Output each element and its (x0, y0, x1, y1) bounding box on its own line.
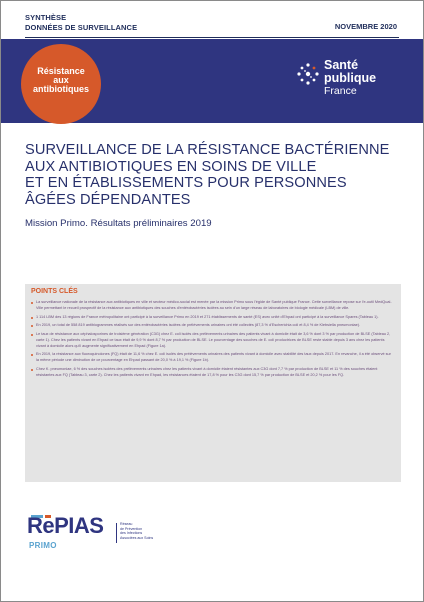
key-point-item: Chez K. pneumoniae, 6 % des souches isolées des prélèvements urinaires chez les patients vivant à domicile étaient résistantes aux C3G dont 7,7 % par production de BLSE et 11 % des souches étaient résistantes aux FQ (Tableau 3, carte 2). Chez les patients vivant en Ehpad, les résistances étaient de 17,8 % pour les C3G dont 15,7 % par production de BLSE et 20,2 % pour les FQ. (31, 367, 393, 379)
document-type-label (25, 13, 137, 33)
header-divider (25, 37, 399, 38)
document-type-line2: DONNÉES DE SURVEILLANCE (25, 23, 138, 32)
key-point-item: 1 114 LBM des 13 régions de France métropolitaine ont participé à la surveillance Primo en 2019 et 271 établissements de santé (ES) avec unité d'Ehpad ont participé à la surveillance Spares (Tableau 1). (31, 315, 393, 321)
key-points-list (31, 300, 393, 381)
document-type-line1: SYNTHÈSE (25, 13, 67, 22)
key-point-item: En 2019, la résistance aux fluoroquinolones (FQ) était de 11,6 % chez E. coli isolés des prélèvements urinaires des patients vivant à domicile avec stabilité des taux depuis 2017. En revanche, il a été observé sur la même période une diminution de ce pourcentage en Ehpad passant de 20,0 % à 19,1 % (Figure 1b). (31, 352, 393, 364)
repias-desc-line4: Associées aux Soins (120, 535, 154, 540)
title-line3: ET EN ÉTABLISSEMENTS POUR PERSONNES (25, 175, 347, 191)
document-subtitle: Mission Primo. Résultats préliminaires 2019 (25, 218, 212, 229)
title-line4: ÂGÉES DÉPENDANTES (25, 191, 191, 208)
repias-wordmark: RePIAS (27, 513, 104, 538)
repias-description (120, 522, 180, 540)
publication-date: NOVEMBRE 2020 (334, 22, 397, 31)
key-point-item: La surveillance nationale de la résistance aux antibiotiques en ville et secteur médico-social est menée par la mission Primo sous l'égide de Santé publique France. Cette surveillance repose sur l'e-outil MedQual-Ville permettant le recueil prospectif de la résistance aux antibiotiques des souches d'entérobactéries isolées au sein d'un large réseau de laboratoires de biologie médicale (LBM) de ville. (31, 300, 393, 312)
sante-publique-france-logo (297, 59, 397, 105)
repias-separator (116, 523, 117, 543)
key-point-item: En 2019, un total de 558 819 antibiogrammes réalisés sur des entérobactéries isolées de prélèvements urinaires ont été collectés (87,3 % d'Escherichia coli et 8,4 % de Klebsiella pneumoniae). (31, 323, 393, 329)
key-points-title: POINTS CLÉS (31, 288, 78, 295)
logo-line2: publique (324, 71, 377, 85)
key-point-item: Le taux de résistance aux céphalosporines de troisième génération (C3G) chez E. coli isolés des prélèvements urinaires des patients vivant à domicile était de 3,6 % dont 3 % par production de BLSE (Tableau 2, carte 1). Chez les patients vivant en Ehpad ce taux était de 9,9 % dont 8,7 % par production de BLSE. Le pourcentage des souches de E. coli productrices de BLSE reste stable depuis 3 ans chez les patients vivant à domicile alors qu'il augmente significativement en Ehpad (Figure 1a). (31, 332, 393, 350)
repias-desc-line3: des Infections (120, 531, 143, 536)
badge-line3: antibiotiques (33, 83, 89, 94)
repias-desc-line2: de Prévention (120, 526, 143, 531)
document-title (25, 142, 405, 208)
repias-logo (27, 511, 177, 561)
badge-line2: aux (53, 74, 69, 85)
key-points-box (25, 284, 401, 482)
repias-desc-line1: Réseau (120, 522, 133, 526)
logo-line3: France (324, 85, 357, 97)
constellation-icon (297, 63, 319, 85)
repias-primo-label: PRIMO (29, 541, 57, 550)
topic-badge (21, 44, 101, 124)
logo-line1: Santé (324, 58, 359, 72)
badge-line1: Résistance (37, 65, 85, 76)
title-line2: AUX ANTIBIOTIQUES EN SOINS DE VILLE (25, 158, 317, 175)
title-line1: SURVEILLANCE DE LA RÉSISTANCE BACTÉRIENNE (25, 142, 390, 158)
